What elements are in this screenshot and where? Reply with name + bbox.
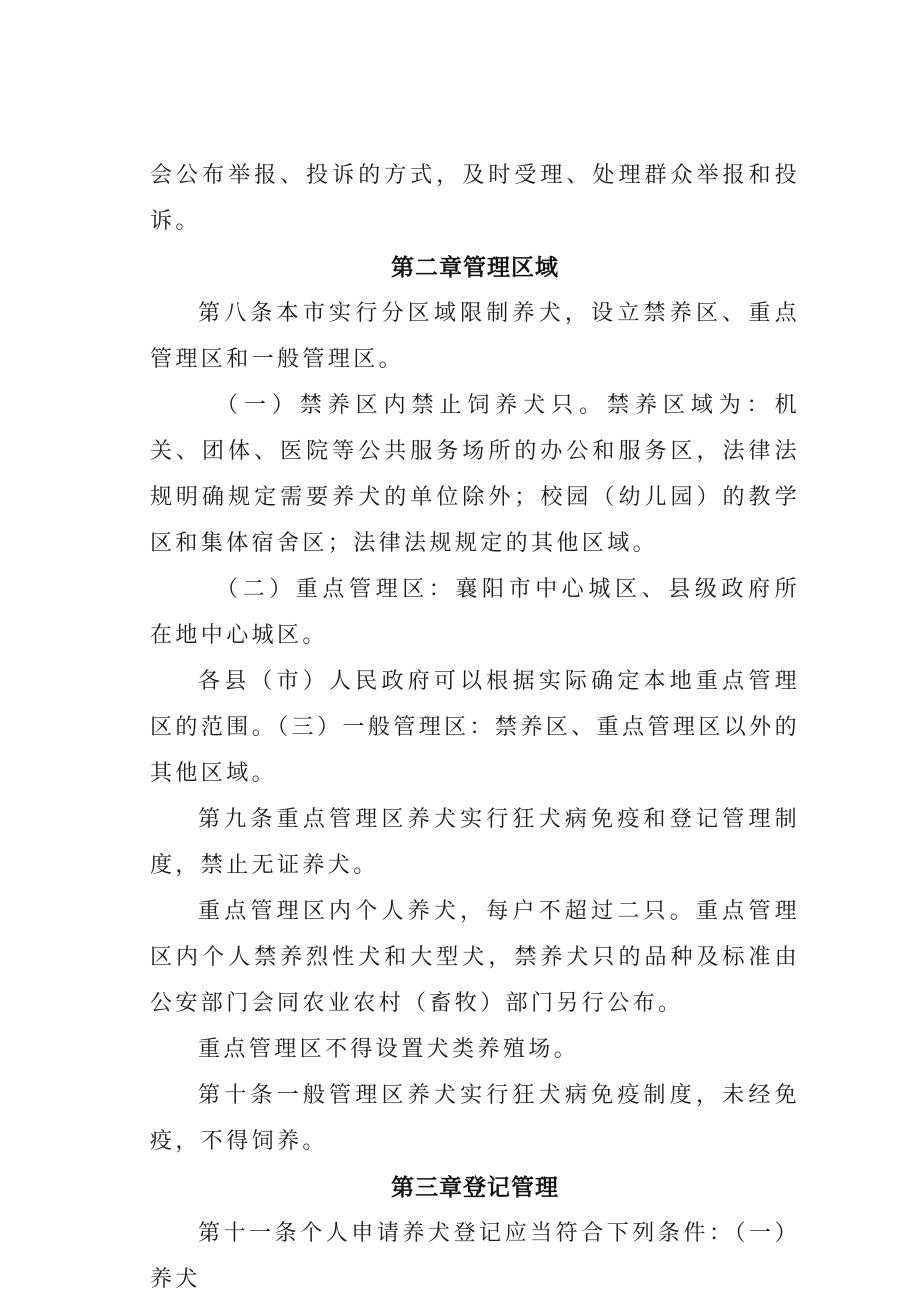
article-9-paragraph-3: 重点管理区不得设置犬类养殖场。	[198, 1037, 580, 1062]
article-8: 第八条本市实行分区域限制养犬，设立禁养区、重点管理区和一般管理区。	[150, 301, 800, 372]
document-body	[150, 153, 800, 1303]
article-8-item-1: （一）禁养区内禁止饲养犬只。禁养区域为：机关、团体、医院等公共服务场所的办公和服务区，法律法规明确规定需要养犬的单位除外；校园（幼儿园）的教学区和集体宿舍区；法律法规规定的其他区域。	[150, 393, 800, 556]
chapter-2-heading: 第二章管理区域	[391, 255, 559, 281]
article-9-paragraph-2: 重点管理区内个人养犬，每户不超过二只。重点管理区内个人禁养烈性犬和大型犬，禁养犬只的品种及标准由公安部门会同农业农村（畜牧）部门另行公布。	[150, 899, 800, 1016]
article-9: 第九条重点管理区养犬实行狂犬病免疫和登记管理制度，禁止无证养犬。	[150, 807, 800, 878]
article-10: 第十条一般管理区养犬实行狂犬病免疫制度，未经免疫，不得饲养。	[150, 1083, 800, 1154]
article-8-item-3: 各县（市）人民政府可以根据实际确定本地重点管理区的范围。（三）一般管理区：禁养区、重点管理区以外的其他区域。	[150, 669, 800, 786]
paragraph-intro: 会公布举报、投诉的方式，及时受理、处理群众举报和投诉。	[150, 163, 800, 234]
article-8-item-2: （二）重点管理区：襄阳市中心城区、县级政府所在地中心城区。	[150, 577, 800, 648]
article-11: 第十一条个人申请养犬登记应当符合下列条件：（一）养犬	[150, 1221, 800, 1292]
chapter-3-heading: 第三章登记管理	[391, 1175, 559, 1201]
